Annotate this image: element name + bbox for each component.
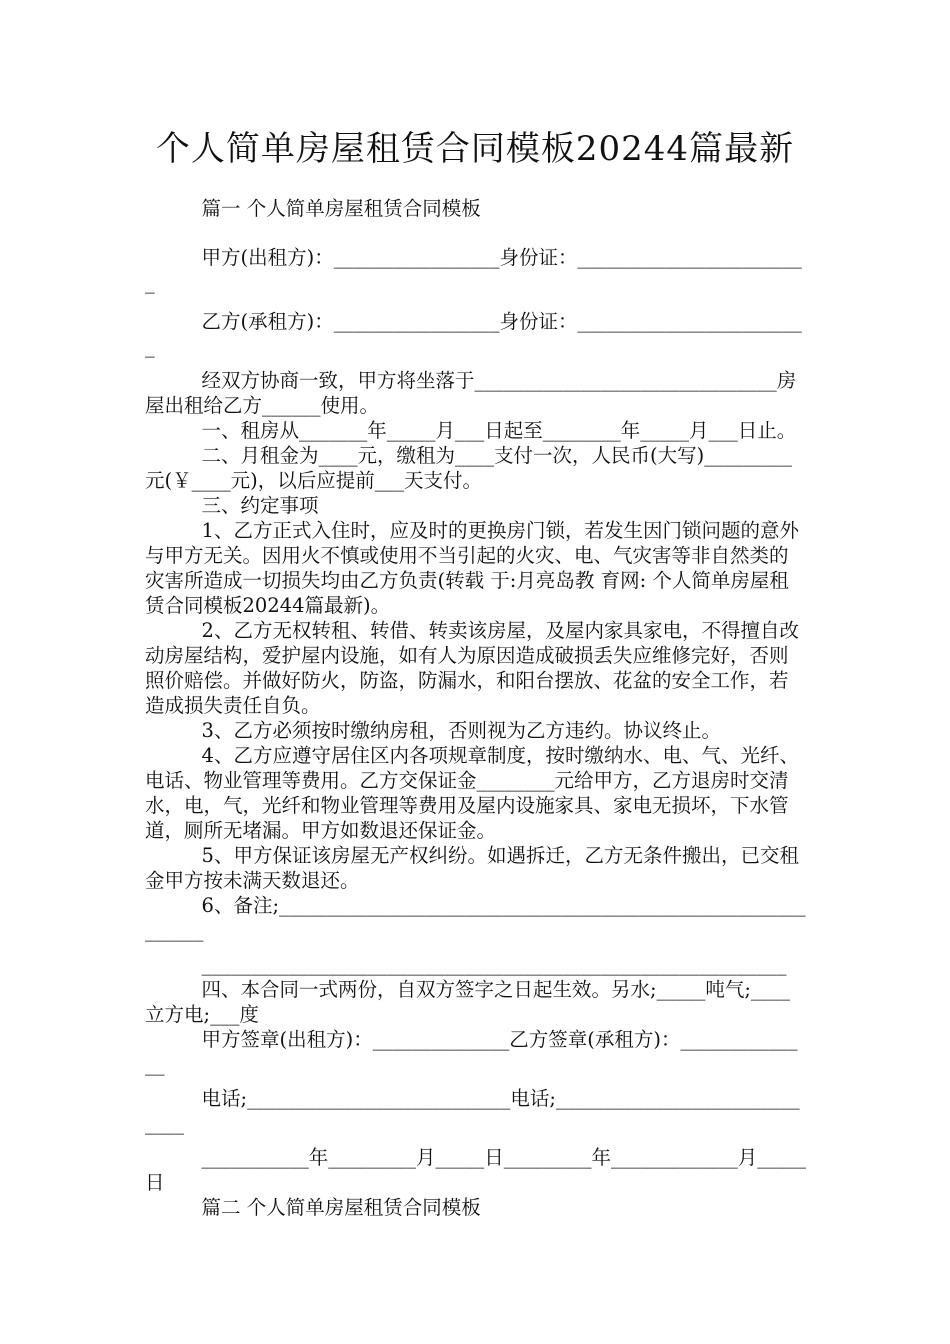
phone-line: 电话;___________________________电话;_____________________________ — [145, 1087, 800, 1135]
clause-agreed-items: 三、约定事项 — [201, 494, 319, 517]
document-title: 个人简单房屋租赁合同模板20244篇最新 — [155, 129, 795, 169]
remarks-line: 6、备注;____________________________________________________________ — [145, 894, 806, 942]
item-paragraph: 4、乙方应遵守居住区内各项规章制度，按时缴纳水、电、气、光纤、电话、物业管理等费用。乙方交保证金________元给甲方，乙方退房时交清水，电，气，光纤和物业管理等费用及屋内设施家具、家电无损坏，下水管道，厕所无堵漏。甲方如数退还保证金。 — [145, 744, 799, 842]
signature-line: 甲方签章(出租方)：______________乙方签章(承租方)：______________ — [145, 1028, 798, 1076]
item-paragraph: 1、乙方正式入住时，应及时的更换房门锁，若发生因门锁问题的意外与甲方无关。因用火不慎或使用不当引起的火灾、电、气灾害等非自然类的灾害所造成一切损失均由乙方负责(转载 于:月亮岛教 育网: 个人简单房屋租赁合同模板20244篇最新)。 — [145, 519, 799, 617]
item-paragraph: 5、甲方保证该房屋无产权纠纷。如遇拆迁，乙方无条件搬出，已交租金甲方按未满天数退还。 — [145, 844, 799, 892]
document-body — [145, 196, 807, 1220]
clause-lease-period: 一、租房从_______年_____月___日起至________年_____月___日止。 — [201, 419, 797, 442]
clause-rent: 二、月租金为____元，缴租为____支付一次，人民币(大写)_________元(￥____元)，以后应提前___天支付。 — [145, 444, 793, 492]
remarks-continuation-line: ____________________________________________________________ — [201, 953, 787, 976]
section-heading: 篇一 个人简单房屋租赁合同模板 — [201, 197, 481, 220]
party-b-line: 乙方(承租方)：_________________身份证：________________________ — [145, 310, 802, 358]
clause-effective: 四、本合同一式两份，自双方签字之日起生效。另水;_____吨气;____立方电;___度 — [145, 978, 790, 1026]
item-paragraph: 3、乙方必须按时缴纳房租，否则视为乙方违约。协议终止。 — [201, 719, 721, 742]
party-a-line: 甲方(出租方)：_________________身份证：________________________ — [145, 246, 802, 294]
date-line: ___________年_________月_____日_________年_____________月_____日 — [145, 1146, 807, 1194]
consensus-paragraph: 经双方协商一致，甲方将坐落于_______________________________房屋出租给乙方______使用。 — [145, 369, 797, 417]
item-paragraph: 2、乙方无权转租、转借、转卖该房屋，及屋内家具家电，不得擅自改动房屋结构，爱护屋内设施，如有人为原因造成破损丢失应维修完好，否则照价赔偿。并做好防火，防盗，防漏水，和阳台摆放、花盆的安全工作，若造成损失责任自负。 — [145, 619, 799, 717]
section-heading: 篇二 个人简单房屋租赁合同模板 — [201, 1196, 481, 1219]
